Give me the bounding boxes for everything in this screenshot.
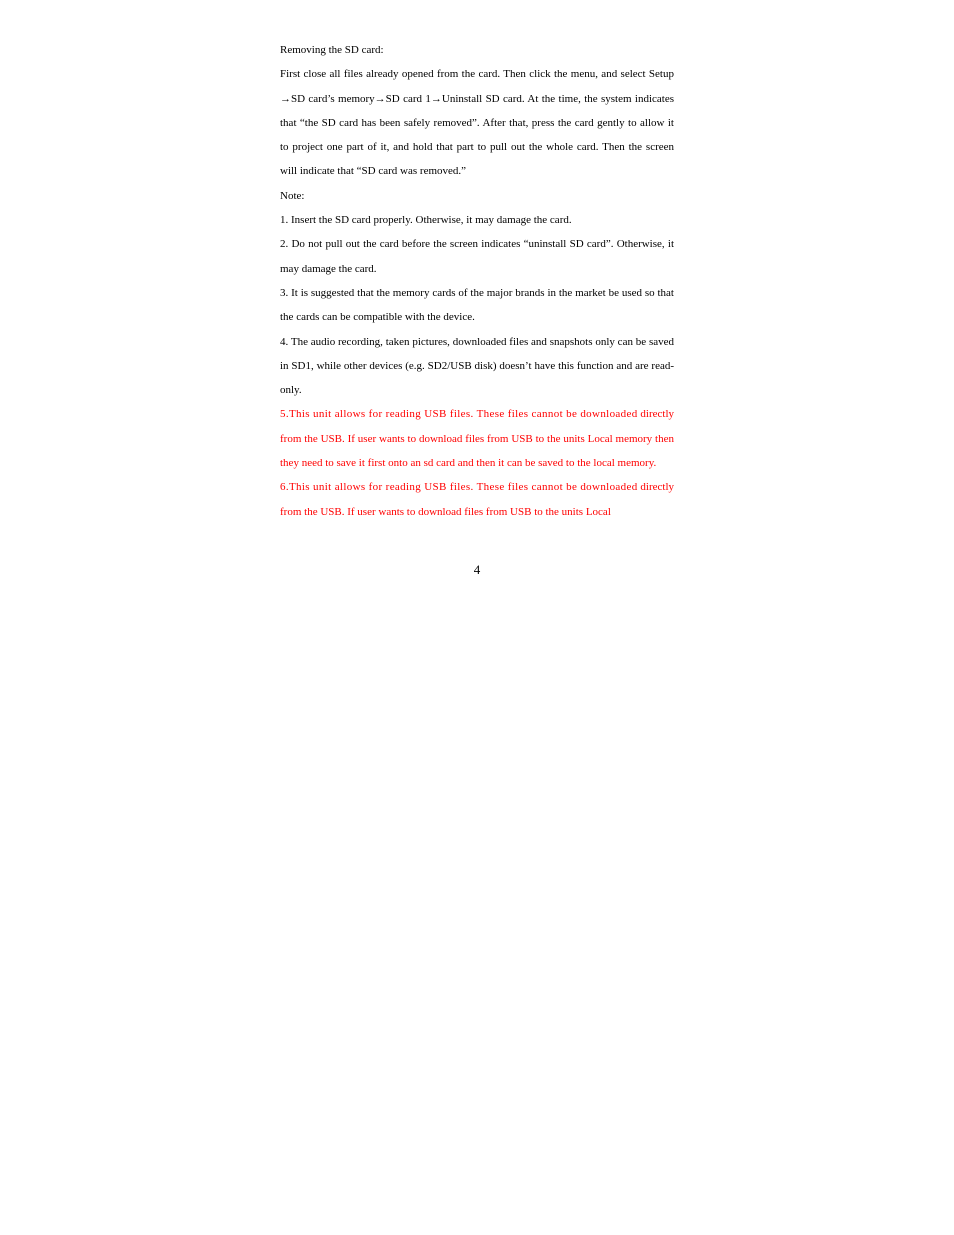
note-item-5-lead: 5.This unit allows for reading USB files. These files cannot be downloaded bbox=[280, 408, 638, 421]
note-item-2: 2. Do not pull out the card before the screen indicates “uninstall SD card”. Otherwise, it may damage the card. bbox=[280, 238, 674, 275]
note-item-6-rest: directly from the USB. If user wants to download files from USB to the units Local bbox=[280, 481, 675, 518]
note-item-4: 4. The audio recording, taken pictures, downloaded files and snapshots only can be saved in SD1, while other devices (e.g. SD2/USB disk) doesn’t have this function and are read-only. bbox=[280, 335, 674, 397]
note-item-6-lead: 6.This unit allows for reading USB files. These files cannot be downloaded bbox=[280, 481, 638, 494]
note-item-5 bbox=[280, 402, 674, 475]
note-item-1: 1. Insert the SD card properly. Otherwise, it may damage the card. bbox=[280, 214, 572, 227]
note-item-6 bbox=[280, 475, 674, 524]
note-item-5-rest: directly from the USB. If user wants to download files from USB to the units Local memory then they need to save it first onto an sd card and then it can be saved to the local memory. bbox=[280, 408, 675, 470]
note-item-3: 3. It is suggested that the memory cards of the major brands in the market be used so that the cards can be compatible with the device. bbox=[280, 286, 674, 324]
section-heading: Removing the SD card: bbox=[280, 44, 384, 56]
note-label: Note: bbox=[280, 189, 305, 202]
document-page bbox=[280, 38, 674, 524]
intro-paragraph: First close all files already opened from the card. Then click the menu, and select Setup →SD card’s memory→SD card 1→Uninstall SD card. At the time, the system indicates that “the SD card has been safely removed”. After that, press the card gently to allow it to project one part of it, and hold that part to pull out the whole card. Then the screen will indicate that “SD card was removed.” bbox=[280, 68, 674, 178]
page-number: 4 bbox=[473, 562, 481, 577]
